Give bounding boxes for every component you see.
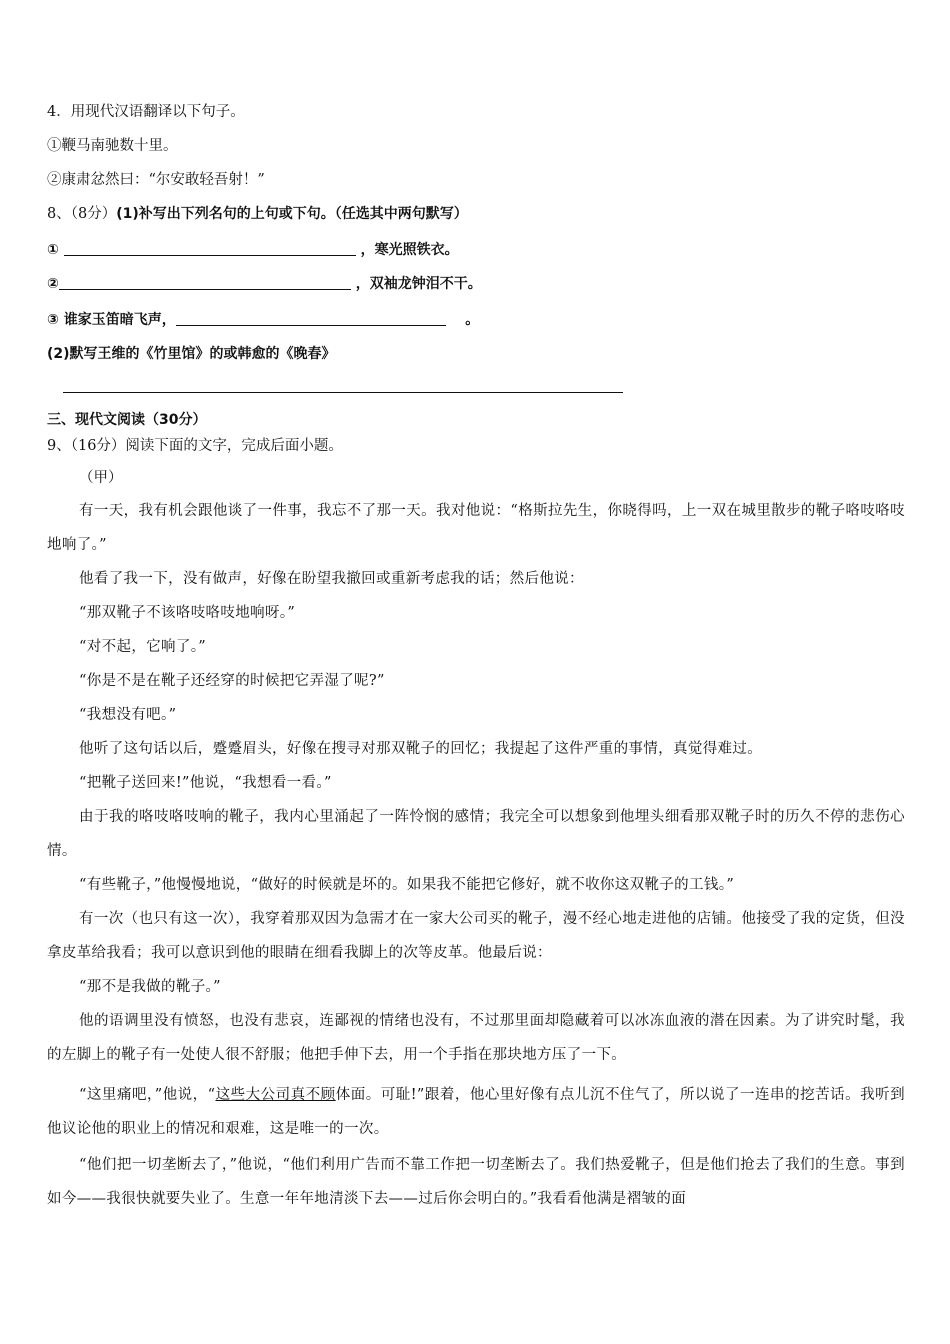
section-title: 三、现代文阅读（30分） [47,412,207,428]
q8-item-2 [47,274,482,294]
passage-paragraph: “有些靴子，”他慢慢地说，“做好的时候就是坏的。如果我不能把它修好，就不收你这双靴子的工钱。” [79,877,735,893]
q8-part2-instruction: (2)默写王维的《竹里馆》的或韩愈的《晚春》 [47,346,336,362]
q4-sentence-2: ②康肃忿然曰：“尔安敢轻吾射！” [47,172,265,188]
passage-paragraph: 他的语调里没有愤怒，也没有悲哀，连鄙视的情绪也没有，不过那里面却隐藏着可以冰冻血液的潜在因素。为了讲究时髦，我的左脚上的靴子有一处使人很不舒服；他把手伸下去，用一个手指在那块地方压了一下。 [47,1013,905,1063]
q9-heading: 9、（16分）阅读下面的文字，完成后面小题。 [47,438,343,454]
passage-label: （甲） [79,470,123,486]
item1-suffix: ，寒光照铁衣。 [360,242,459,258]
passage-paragraph: 有一次（也只有这一次），我穿着那双因为急需才在一家大公司买的靴子，漫不经心地走进他的店铺。他接受了我的定货，但没拿皮革给我看；我可以意识到他的眼睛在细看我脚上的次等皮革。他最后说： [47,911,905,961]
q4-sentence-1: ①鞭马南驰数十里。 [47,138,178,154]
passage-paragraph: 有一天，我有机会跟他谈了一件事，我忘不了那一天。我对他说：“格斯拉先生，你晓得吗，上一双在城里散步的靴子咯吱咯吱地响了。” [47,503,905,553]
q8-heading [47,204,468,224]
passage-paragraph [47,1078,905,1146]
answer-blank-1[interactable] [64,241,356,256]
answer-blank-3[interactable] [176,311,446,326]
q8-number: 8、（8分） [47,206,117,222]
p14-end: 体面。可耻!”跟着，他心里好像有点儿沉不住气了，所以说了一连串的挖苦话。我听到他议论他的职业上的情况和艰难，这是唯一的一次。 [47,1087,905,1137]
item2-prefix: ② [47,276,59,292]
p14-start: “这里痛吧，”他说，“ [79,1087,216,1103]
passage-paragraph: “那双靴子不该咯吱咯吱地响呀。” [79,605,296,621]
answer-line-part2[interactable] [63,392,623,393]
passage-paragraph: 他看了我一下，没有做声，好像在盼望我撤回或重新考虑我的话；然后他说： [79,571,584,587]
item3-prefix: ③ 谁家玉笛暗飞声， [47,312,176,328]
passage-paragraph: “我想没有吧。” [79,707,177,723]
passage-paragraph: “你是不是在靴子还经穿的时候把它弄湿了呢?” [79,673,385,689]
passage-paragraph: 由于我的咯吱咯吱响的靴子，我内心里涌起了一阵怜悯的感情；我完全可以想象到他埋头细看那双靴子时的历久不停的悲伤心情。 [47,809,905,859]
passage-paragraph: “把靴子送回来!”他说，“我想看一看。” [79,775,332,791]
q8-item-1 [47,240,459,260]
passage-paragraph: “对不起，它响了。” [79,639,207,655]
item3-suffix: 。 [465,312,480,328]
passage-paragraph: “那不是我做的靴子。” [79,979,221,995]
q8-part1-instruction: (1)补写出下列名句的上句或下句。（任选其中两句默写） [116,206,468,222]
item2-suffix: ，双袖龙钟泪不干。 [355,276,482,292]
item1-prefix: ① [47,242,59,258]
answer-blank-2[interactable] [59,275,351,290]
q8-item-3 [47,310,479,330]
q4-heading: 4．用现代汉语翻译以下句子。 [47,104,245,120]
underlined-phrase: 这些大公司真不顾 [215,1087,336,1103]
passage-paragraph: 他听了这句话以后，蹙蹙眉头，好像在搜寻对那双靴子的回忆；我提起了这件严重的事情，真觉得难过。 [79,741,763,757]
passage-paragraph: “他们把一切垄断去了，”他说，“他们利用广告而不靠工作把一切垄断去了。我们热爱靴子，但是他们抢去了我们的生意。事到如今——我很快就要失业了。生意一年年地清淡下去——过后你会明白的。”我看看他满是褶皱的面 [47,1157,905,1207]
